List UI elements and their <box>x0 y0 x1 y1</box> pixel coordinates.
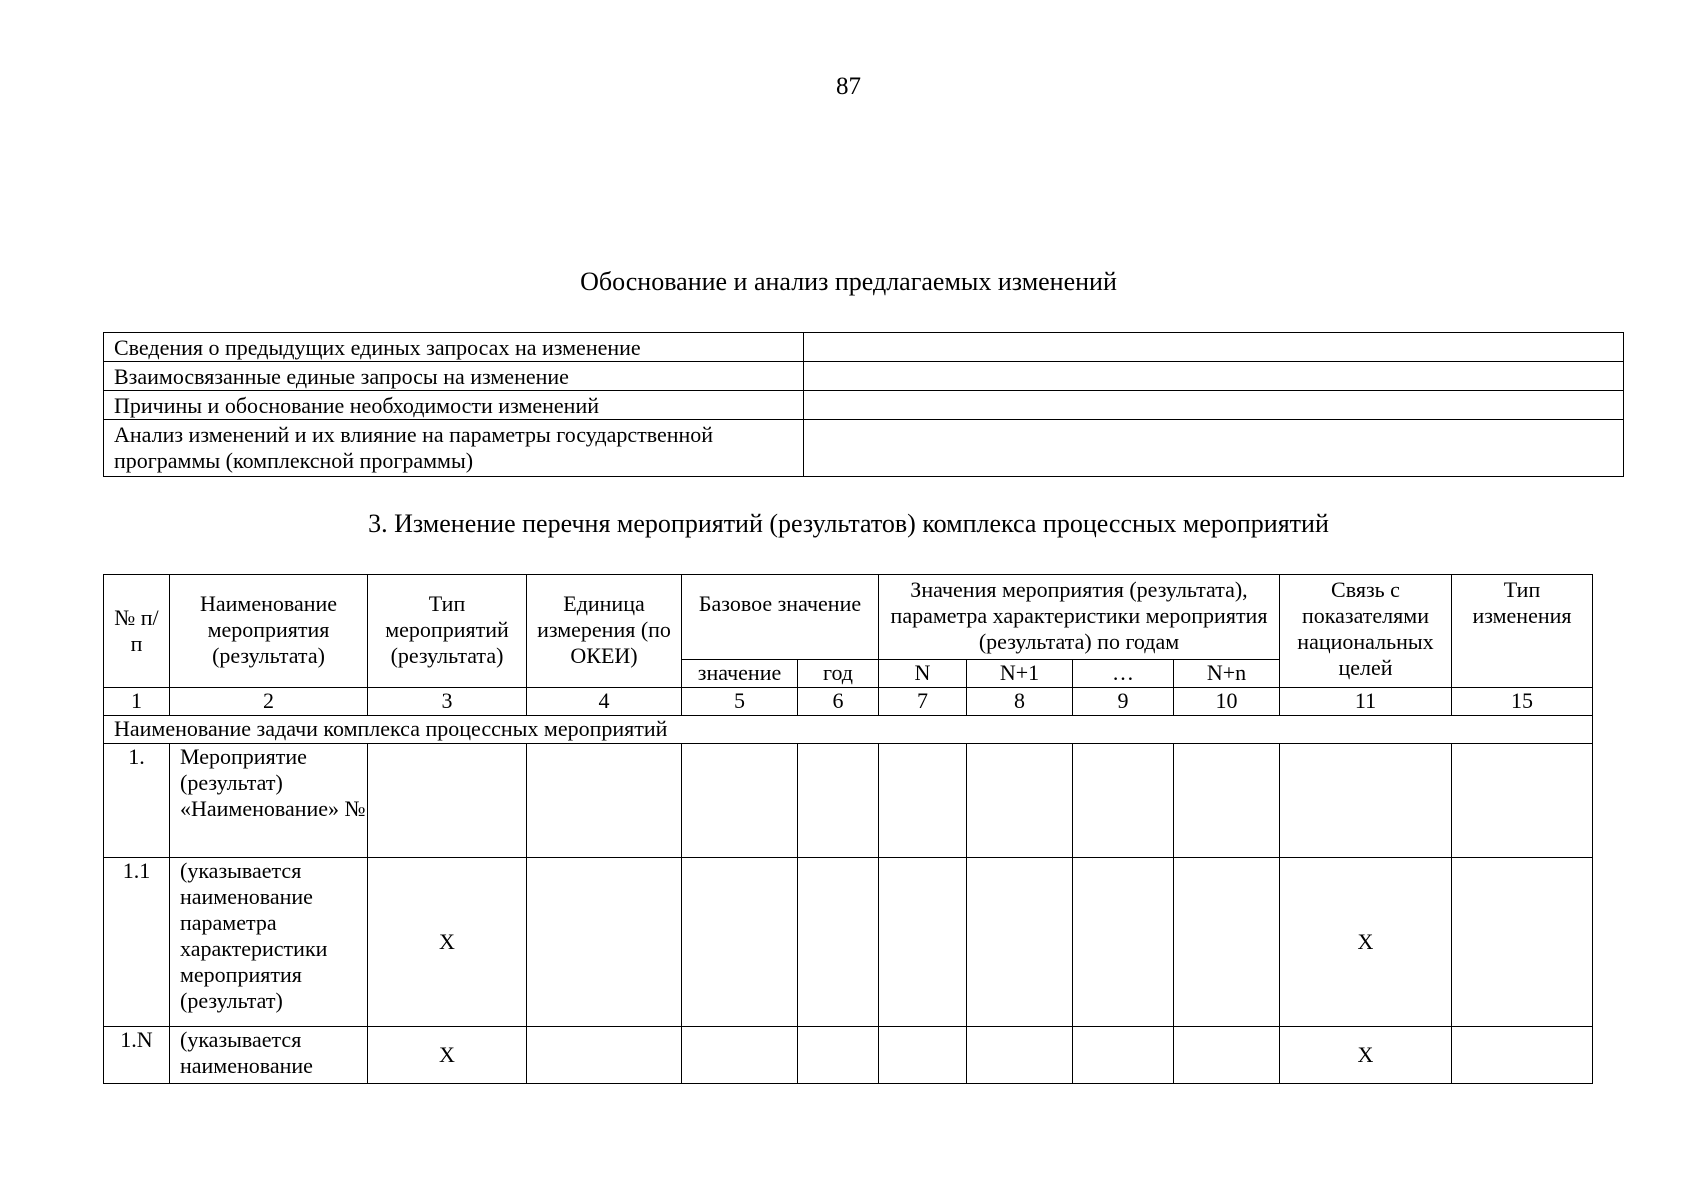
justification-title: Обоснование и анализ предлагаемых изменений <box>580 267 1117 296</box>
row-num: 1.N <box>104 1027 170 1084</box>
row-link: X <box>1280 1027 1452 1084</box>
row-name: Мероприятие (результат) «Наименование» № <box>170 744 368 858</box>
row-num: 1.1 <box>104 858 170 1027</box>
column-number: 10 <box>1174 688 1280 716</box>
row-type: X <box>368 858 527 1027</box>
table-row <box>104 362 1624 391</box>
justification-label: Сведения о предыдущих единых запросах на изменение <box>104 333 804 362</box>
row-cell <box>1073 744 1174 858</box>
table-row <box>104 391 1624 420</box>
row-cell <box>1073 1027 1174 1084</box>
header-year: … <box>1073 660 1174 688</box>
table-row <box>104 1027 1593 1084</box>
justification-value <box>804 420 1624 477</box>
row-cell <box>527 1027 682 1084</box>
justification-table <box>103 332 1624 477</box>
column-number: 8 <box>967 688 1073 716</box>
table-row <box>104 333 1624 362</box>
column-number: 15 <box>1452 688 1593 716</box>
justification-value <box>804 333 1624 362</box>
header-link: Связь с показателями национальных целей <box>1280 575 1452 688</box>
row-cell <box>1452 858 1593 1027</box>
row-link <box>1280 744 1452 858</box>
row-cell <box>1073 858 1174 1027</box>
column-number: 11 <box>1280 688 1452 716</box>
row-cell <box>1174 1027 1280 1084</box>
row-cell <box>527 744 682 858</box>
header-type: Тип мероприятий (результата) <box>368 575 527 688</box>
justification-label: Анализ изменений и их влияние на параметры государственной программы (комплексной программы) <box>104 420 804 477</box>
header-year: N <box>879 660 967 688</box>
section-title: 3. Изменение перечня мероприятий (результатов) комплекса процессных мероприятий <box>368 509 1329 538</box>
row-cell <box>798 744 879 858</box>
header-base-value: значение <box>682 660 798 688</box>
column-number: 6 <box>798 688 879 716</box>
header-row <box>104 575 1593 660</box>
row-link: X <box>1280 858 1452 1027</box>
row-cell <box>879 1027 967 1084</box>
column-number: 4 <box>527 688 682 716</box>
task-name: Наименование задачи комплекса процессных мероприятий <box>104 716 1593 744</box>
table-row <box>104 420 1624 477</box>
justification-value <box>804 391 1624 420</box>
row-name: (указывается наименование <box>170 1027 368 1084</box>
header-name: Наименование мероприятия (результата) <box>170 575 368 688</box>
column-number: 3 <box>368 688 527 716</box>
row-cell <box>1174 858 1280 1027</box>
row-cell <box>967 858 1073 1027</box>
header-base-year: год <box>798 660 879 688</box>
header-year: N+1 <box>967 660 1073 688</box>
header-unit: Единица измерения (по ОКЕИ) <box>527 575 682 688</box>
column-number: 9 <box>1073 688 1174 716</box>
justification-label: Причины и обоснование необходимости изменений <box>104 391 804 420</box>
row-cell <box>682 1027 798 1084</box>
table-row <box>104 744 1593 858</box>
header-year: N+n <box>1174 660 1280 688</box>
row-cell <box>1452 744 1593 858</box>
row-cell <box>682 858 798 1027</box>
table-row <box>104 858 1593 1027</box>
column-number: 7 <box>879 688 967 716</box>
row-cell <box>967 744 1073 858</box>
header-base: Базовое значение <box>682 575 879 660</box>
row-type: X <box>368 1027 527 1084</box>
column-number: 5 <box>682 688 798 716</box>
row-cell <box>798 858 879 1027</box>
row-cell <box>682 744 798 858</box>
header-values: Значения мероприятия (результата), параметра характеристики мероприятия (результата) по годам <box>879 575 1280 660</box>
row-cell <box>967 1027 1073 1084</box>
row-cell <box>1174 744 1280 858</box>
header-num: № п/п <box>104 575 170 688</box>
row-cell <box>527 858 682 1027</box>
row-num: 1. <box>104 744 170 858</box>
task-row <box>104 716 1593 744</box>
row-name: (указывается наименование параметра характеристики мероприятия (результат) <box>170 858 368 1027</box>
justification-value <box>804 362 1624 391</box>
row-cell <box>879 744 967 858</box>
row-cell <box>1452 1027 1593 1084</box>
row-cell <box>798 1027 879 1084</box>
column-number: 1 <box>104 688 170 716</box>
header-change-type: Тип изменения <box>1452 575 1593 688</box>
row-type <box>368 744 527 858</box>
justification-label: Взаимосвязанные единые запросы на изменение <box>104 362 804 391</box>
page-number: 87 <box>836 73 861 100</box>
column-number: 2 <box>170 688 368 716</box>
row-cell <box>879 858 967 1027</box>
activities-table <box>103 574 1593 1084</box>
column-number-row <box>104 688 1593 716</box>
